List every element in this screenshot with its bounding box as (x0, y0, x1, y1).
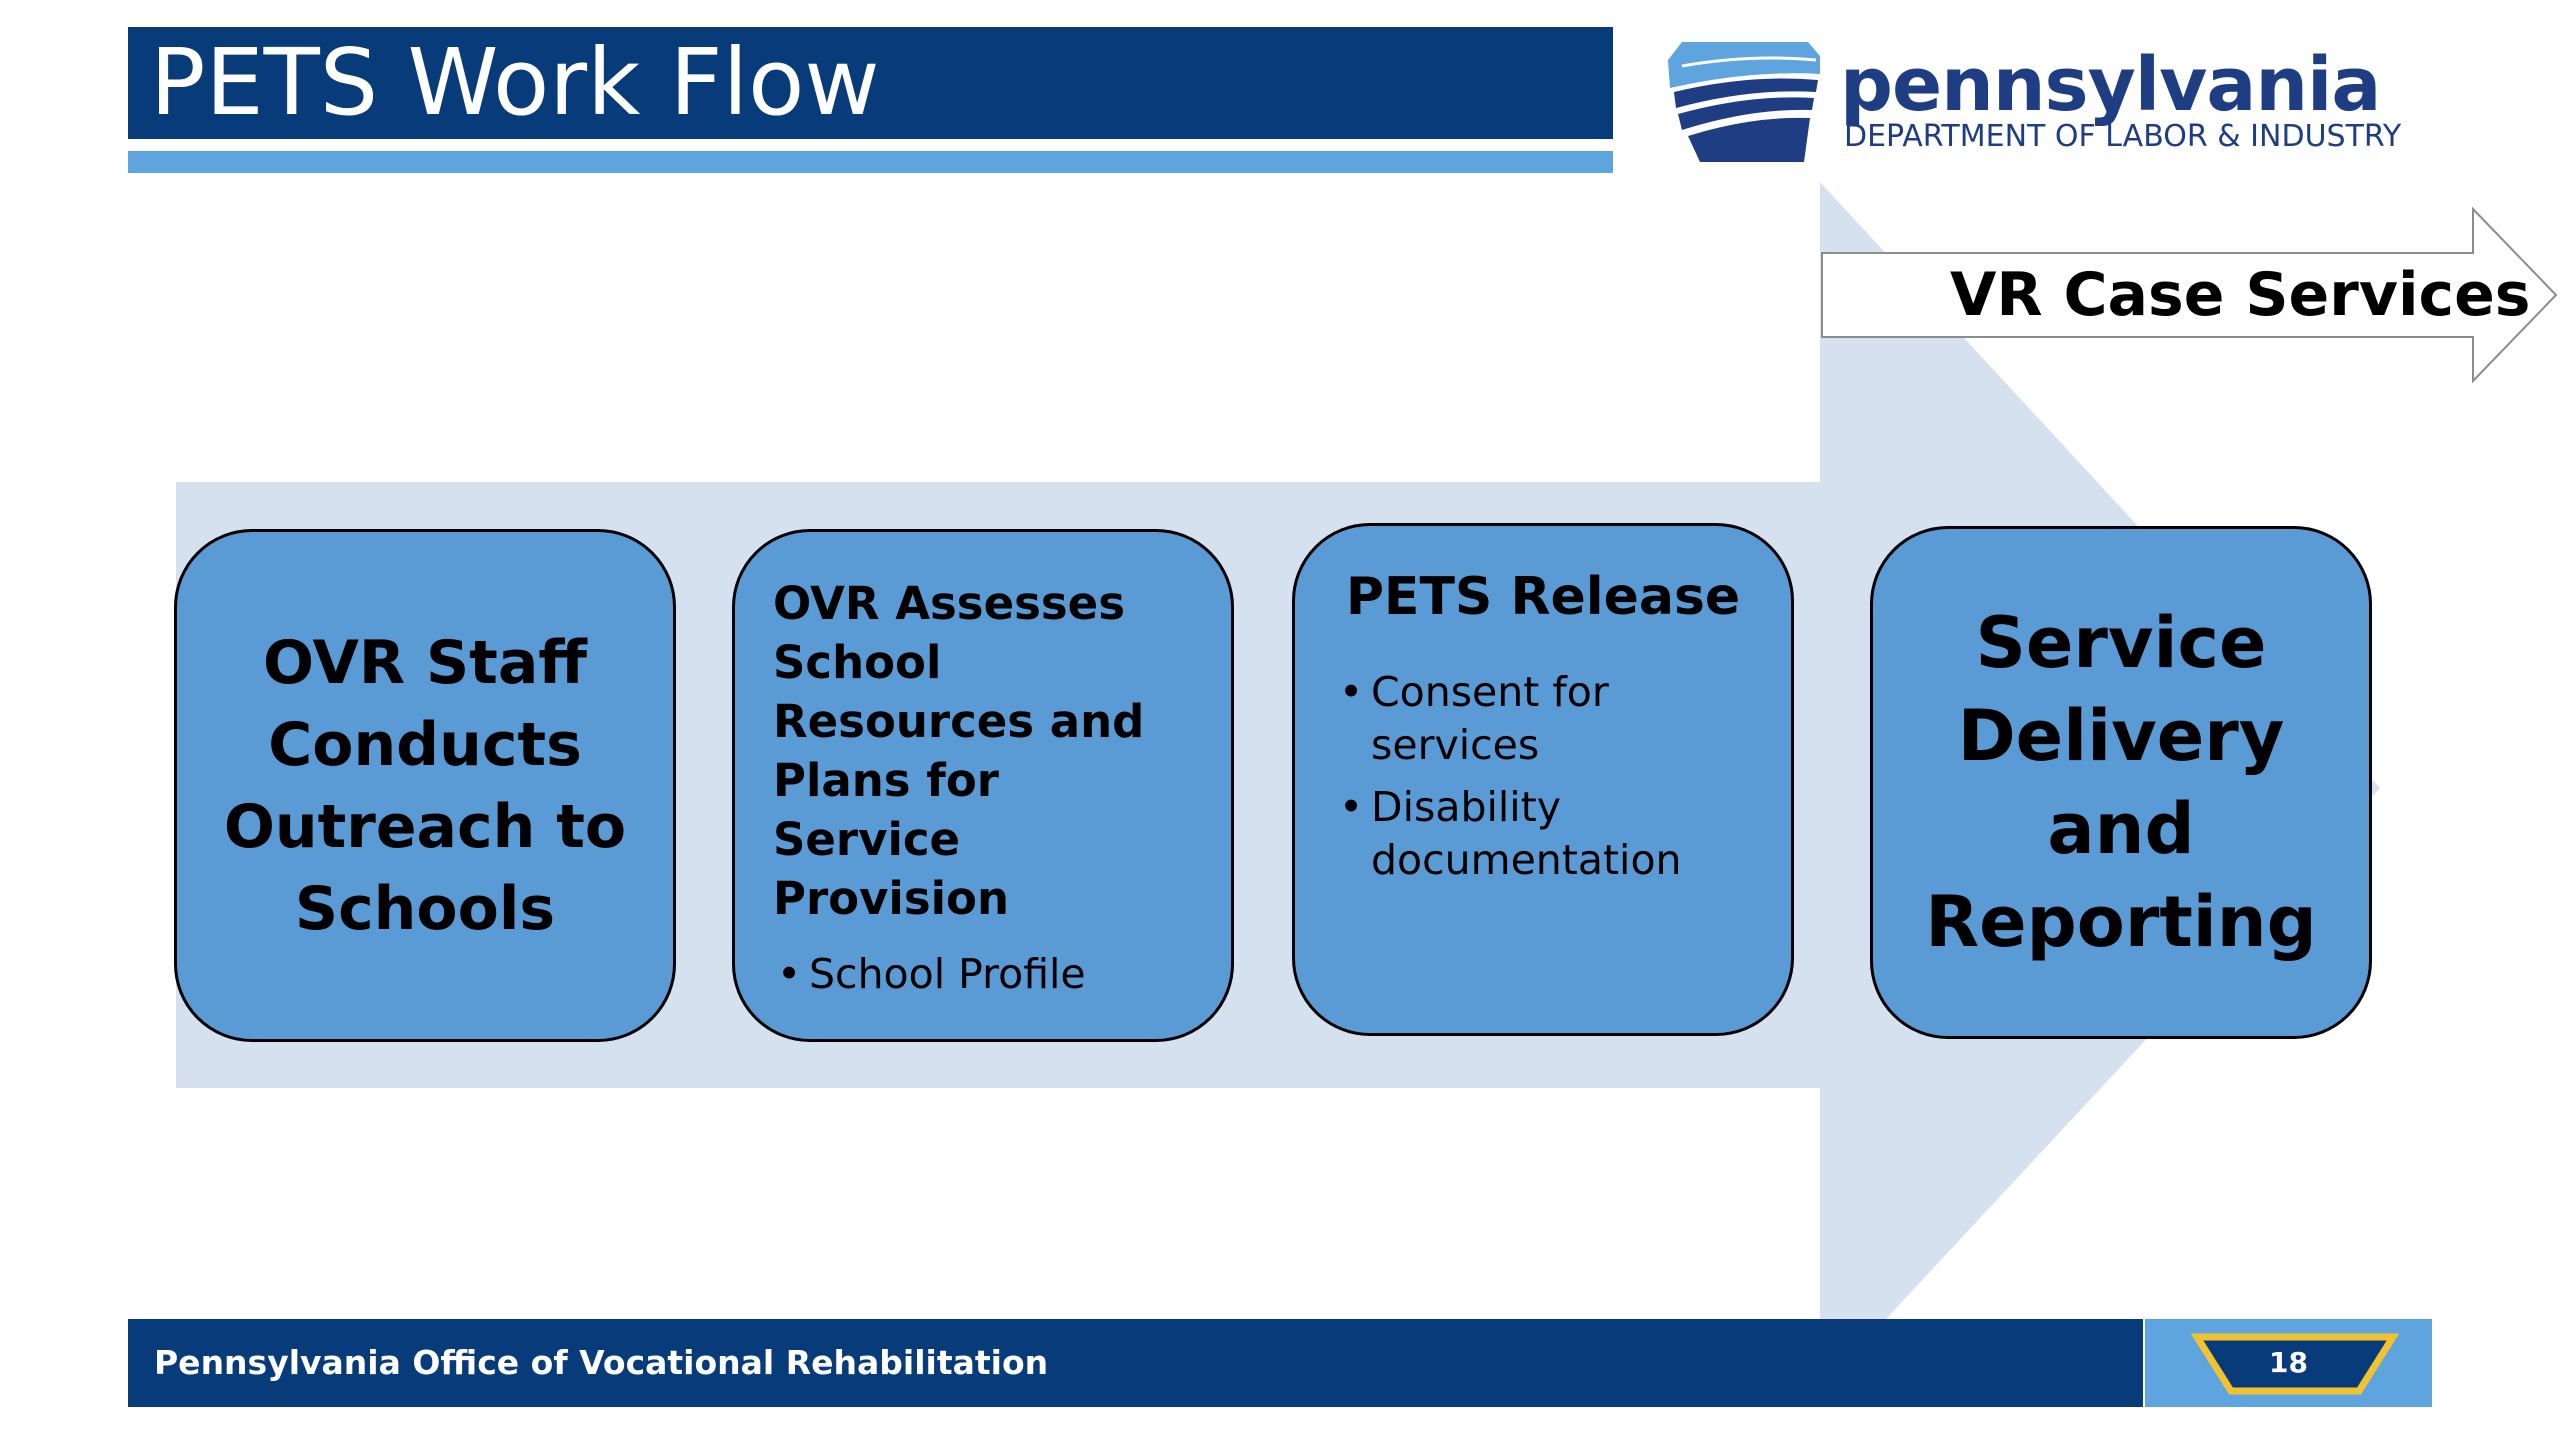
bullet-item: • Disability documentation (1335, 781, 1771, 887)
logo-wordmark: pennsylvania (1840, 42, 2381, 128)
footer-org-name: Pennsylvania Office of Vocational Rehabilitation (154, 1343, 1049, 1382)
step-box-outreach (174, 529, 676, 1042)
step-bullet-list (773, 948, 1211, 1001)
bullet-item: • Consent for services (1335, 666, 1771, 772)
keystone-flag-icon (1660, 30, 1830, 170)
step-title: OVR Assesses School Resources and Plans for Service Provision (773, 577, 1145, 925)
step-box-release (1292, 523, 1794, 1036)
step-title: Service Delivery and Reporting (1925, 601, 2317, 963)
title-bar (128, 27, 1613, 139)
footer-bar (128, 1319, 2143, 1407)
step-title: OVR Staff Conducts Outreach to Schools (223, 627, 627, 944)
step-box-assessment (732, 529, 1234, 1042)
pa-labor-logo (1660, 30, 2460, 170)
slide-title: PETS Work Flow (150, 29, 880, 136)
page-number-area (2145, 1319, 2432, 1407)
logo-department: DEPARTMENT OF LABOR & INDUSTRY (1844, 119, 2402, 154)
page-number: 18 (2269, 1346, 2308, 1379)
step-title: PETS Release (1345, 567, 1741, 627)
bullet-item: • School Profile (773, 948, 1211, 1001)
step-bullet-list (1335, 666, 1771, 896)
title-underline (128, 151, 1613, 173)
step-box-delivery (1870, 526, 2372, 1039)
vr-case-services-label: VR Case Services (1950, 260, 2531, 330)
